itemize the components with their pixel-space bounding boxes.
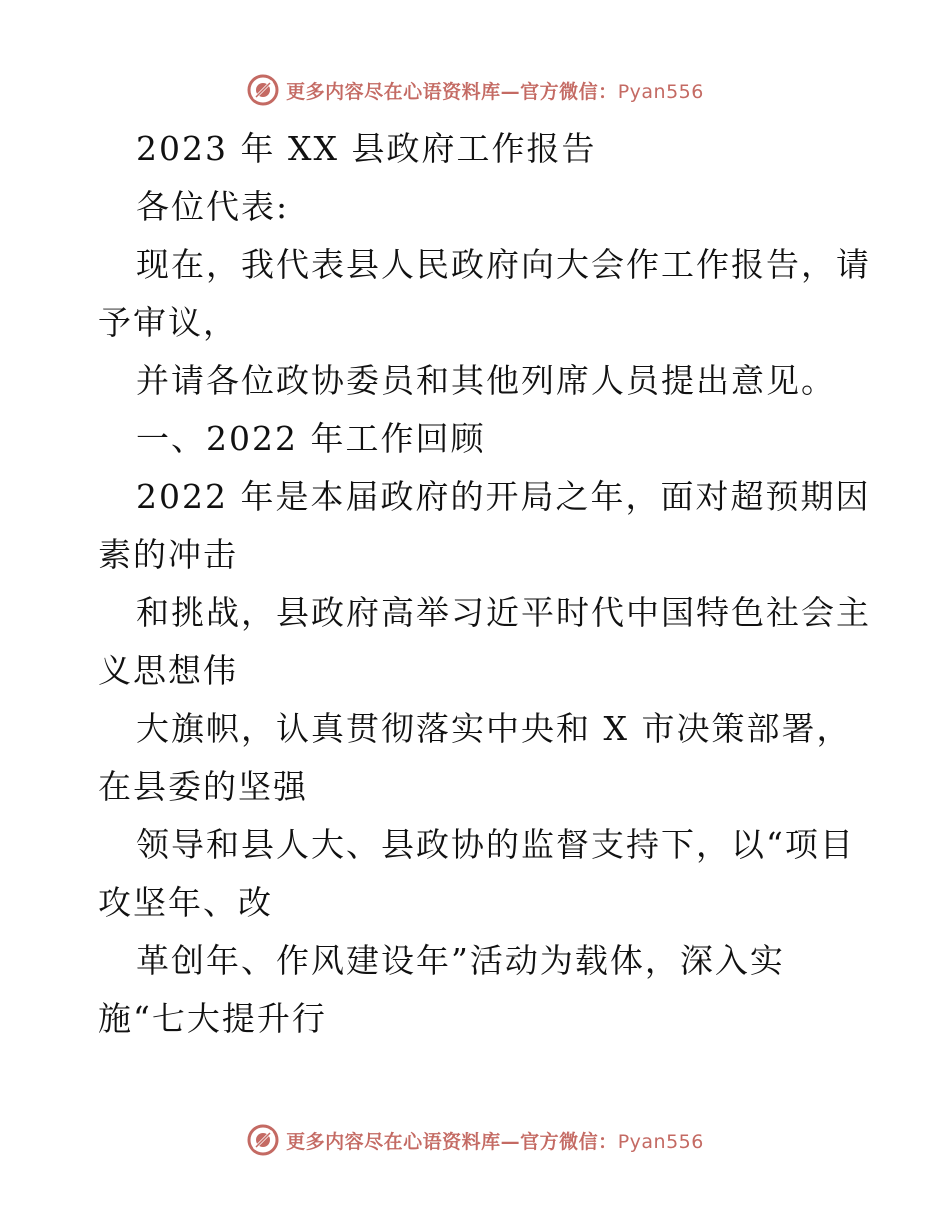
watermark-contact-id: Pyan556 — [617, 80, 704, 103]
text-line: 领导和县人大、县政协的监督支持下，以“项目 — [136, 825, 855, 864]
watermark-brand: 更多内容尽在心语资料库 — [286, 80, 501, 103]
watermark-content — [246, 1123, 704, 1157]
watermark-text — [286, 77, 704, 104]
watermark-dash: — — [500, 1130, 521, 1153]
watermark-brand: 更多内容尽在心语资料库 — [286, 1130, 501, 1153]
text-line: 现在，我代表县人民政府向大会作工作报告，请 — [136, 245, 871, 284]
text-line: 和挑战，县政府高举习近平时代中国特色社会主 — [136, 593, 871, 632]
watermark-contact-id: Pyan556 — [617, 1130, 704, 1153]
text-line: 义思想伟 — [98, 651, 238, 690]
text-line: 2022 年是本届政府的开局之年，面对超预期因 — [136, 477, 871, 516]
watermark-banner-top — [0, 70, 950, 110]
text-line: 施“七大提升行 — [98, 999, 327, 1038]
text-line: 素的冲击 — [98, 535, 238, 574]
text-line: 并请各位政协委员和其他列席人员提出意见。 — [136, 361, 836, 400]
brand-logo-icon — [246, 1123, 280, 1157]
watermark-banner-bottom — [0, 1120, 950, 1160]
text-line: 革创年、作风建设年”活动为载体，深入实 — [136, 941, 785, 980]
brand-logo-icon — [246, 73, 280, 107]
document-title: 2023 年 XX 县政府工作报告 — [136, 129, 597, 168]
watermark-dash: — — [500, 80, 521, 103]
text-line: 予审议， — [98, 303, 238, 342]
watermark-contact-label: 官方微信： — [520, 80, 618, 103]
salutation: 各位代表: — [136, 187, 290, 226]
watermark-content — [246, 73, 704, 107]
text-line: 攻坚年、改 — [98, 883, 273, 922]
document-body — [98, 120, 871, 1048]
text-line: 在县委的坚强 — [98, 767, 308, 806]
section-heading: 一、2022 年工作回顾 — [136, 419, 486, 458]
watermark-contact-label: 官方微信： — [520, 1130, 618, 1153]
watermark-text — [286, 1127, 704, 1154]
text-line: 大旗帜，认真贯彻落实中央和 X 市决策部署， — [136, 709, 852, 748]
